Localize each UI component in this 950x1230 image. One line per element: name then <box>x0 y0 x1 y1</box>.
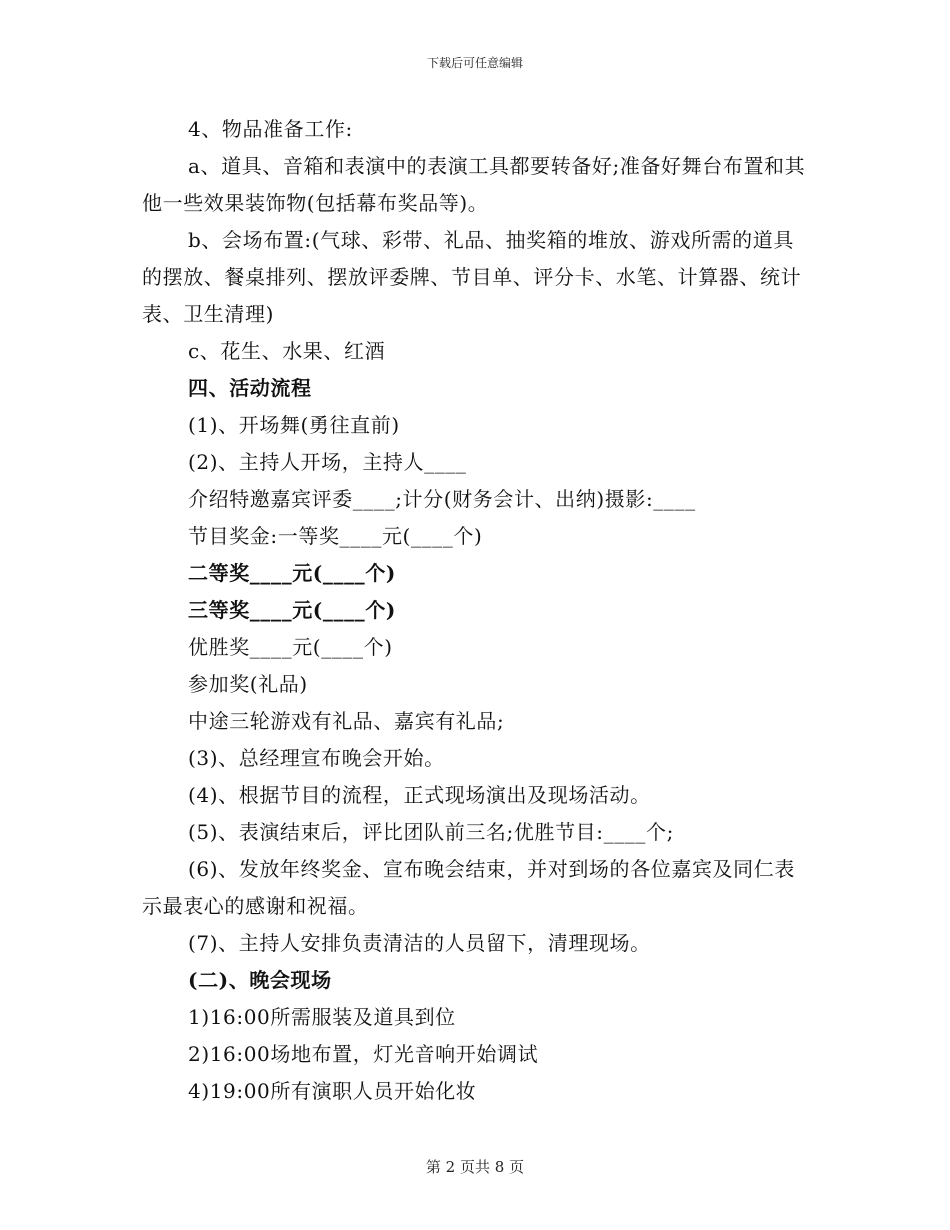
section-heading: 四、活动流程 <box>188 376 312 400</box>
paragraph: (1)、开场舞(勇往直前) <box>188 413 400 437</box>
paragraph: b、会场布置:(气球、彩带、礼品、抽奖箱的堆放、游戏所需的道具的摆放、餐桌排列、摆放评委牌、节目单、评分卡、水笔、计算器、统计表、卫生清理) <box>142 228 802 326</box>
page-header: 下载后可任意编辑 <box>426 56 523 70</box>
paragraph: c、花生、水果、红酒 <box>188 339 386 363</box>
paragraph: 2)16:00场地布置，灯光音响开始调试 <box>188 1042 539 1066</box>
paragraph: (2)、主持人开场，主持人____ <box>188 450 467 474</box>
document-body <box>142 111 814 1110</box>
paragraph: 二等奖____元(____个) <box>188 561 396 585</box>
paragraph: 节目奖金:一等奖____元(____个) <box>188 524 483 548</box>
paragraph: 4)19:00所有演职人员开始化妆 <box>188 1079 477 1103</box>
page-footer: 第 2 页共 8 页 <box>425 1158 525 1176</box>
paragraph: (5)、表演结束后，评比团队前三名;优胜节目:____个; <box>188 820 674 844</box>
paragraph: (4)、根据节目的流程，正式现场演出及现场活动。 <box>188 783 651 807</box>
paragraph: (3)、总经理宣布晚会开始。 <box>188 746 445 770</box>
paragraph: 优胜奖____元(____个) <box>188 635 393 659</box>
paragraph: 4、物品准备工作: <box>188 117 353 141</box>
paragraph: 三等奖____元(____个) <box>188 598 396 622</box>
paragraph: 介绍特邀嘉宾评委____;计分(财务会计、出纳)摄影:____ <box>188 487 696 511</box>
paragraph: 参加奖(礼品) <box>188 672 308 696</box>
paragraph: 中途三轮游戏有礼品、嘉宾有礼品; <box>188 709 505 733</box>
paragraph: 1)16:00所需服装及道具到位 <box>188 1005 456 1029</box>
section-heading: (二)、晚会现场 <box>188 968 332 992</box>
paragraph: a、道具、音箱和表演中的表演工具都要转备好;准备好舞台布置和其他一些效果装饰物(包括幕布奖品等)。 <box>142 154 806 215</box>
paragraph: (6)、发放年终奖金、宣布晚会结束，并对到场的各位嘉宾及同仁表示最衷心的感谢和祝福。 <box>142 857 795 918</box>
paragraph: (7)、主持人安排负责清洁的人员留下，清理现场。 <box>188 931 651 955</box>
